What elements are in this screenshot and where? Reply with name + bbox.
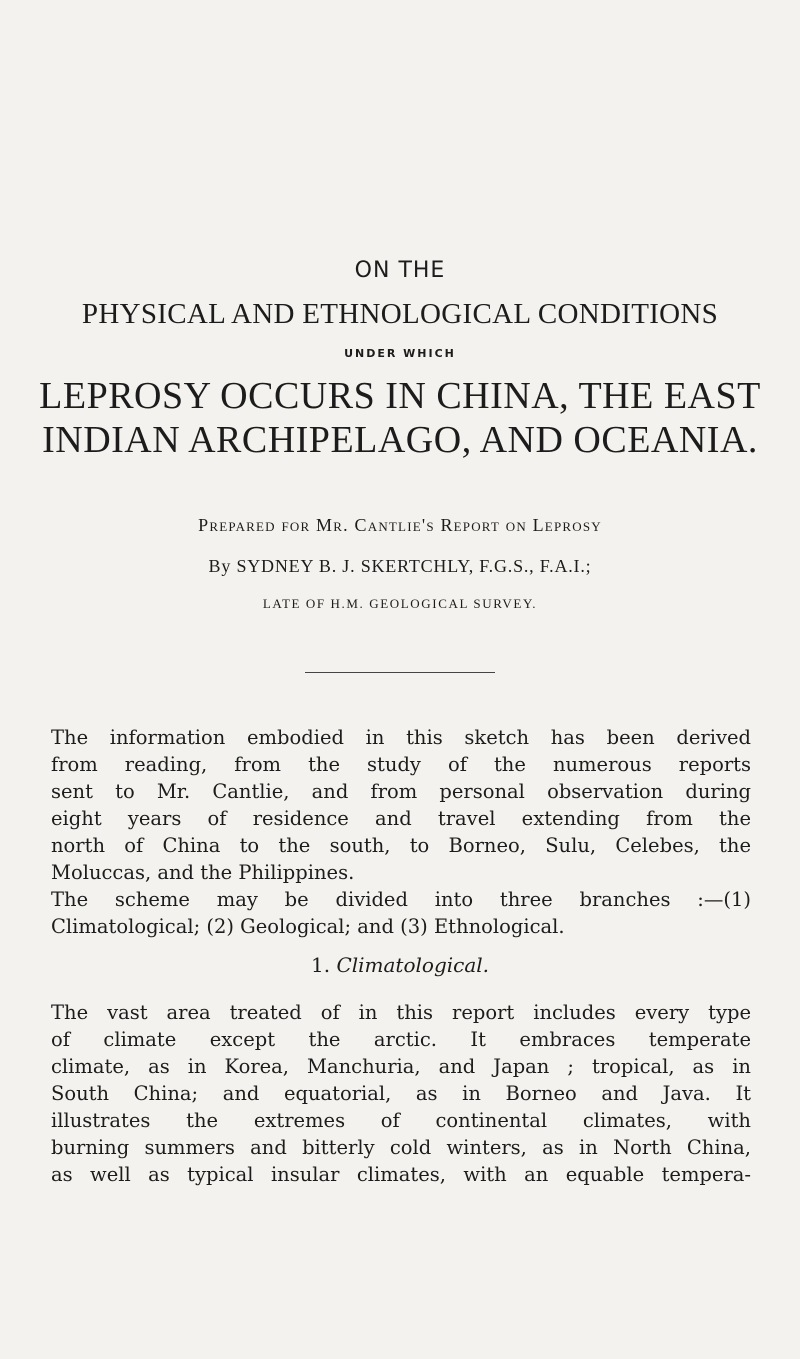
section-number: 1. xyxy=(310,953,331,977)
intro-line: north of China to the south, to Borneo, Sulu, Celebes, the xyxy=(51,834,751,857)
author-affiliation: LATE OF H.M. GEOLOGICAL SURVEY. xyxy=(262,596,538,611)
climate-line: as well as typical insular climates, with an equable tempera- xyxy=(51,1163,751,1186)
scheme-line: Climatological; (2) Geological; and (3) Ethnological. xyxy=(51,915,565,938)
scheme-line: The scheme may be divided into three branches :—(1) xyxy=(51,888,751,911)
climate-line: climate, as in Korea, Manchuria, and Japan ; tropical, as in xyxy=(51,1055,751,1078)
author-byline: By SYDNEY B. J. SKERTCHLY, F.G.S., F.A.I.; xyxy=(208,556,592,576)
scheme-paragraph xyxy=(51,886,751,940)
intro-line: The information embodied in this sketch has been derived xyxy=(51,726,751,749)
heading-under-which: UNDER WHICH xyxy=(344,347,456,360)
divider-rule xyxy=(305,672,495,673)
prepared-for-line: Prepared for Mr. Cantlie's Report on Leprosy xyxy=(198,515,602,535)
section-heading-climatological xyxy=(0,953,800,977)
heading-title-line-2: INDIAN ARCHIPELAGO, AND OCEANIA. xyxy=(42,419,758,461)
climate-line: burning summers and bitterly cold winters, as in North China, xyxy=(51,1136,751,1159)
climate-line: South China; and equatorial, as in Borneo and Java. It xyxy=(51,1082,751,1105)
section-title: Climatological. xyxy=(336,953,490,977)
heading-physical-conditions: PHYSICAL AND ETHNOLOGICAL CONDITIONS xyxy=(81,298,719,330)
intro-line: eight years of residence and travel extending from the xyxy=(51,807,751,830)
intro-paragraph xyxy=(51,724,751,886)
intro-line: sent to Mr. Cantlie, and from personal observation during xyxy=(51,780,751,803)
climate-line: The vast area treated of in this report includes every type xyxy=(51,1001,751,1024)
heading-on-the: ON THE xyxy=(354,258,446,283)
climatological-paragraph xyxy=(51,999,751,1188)
intro-line: from reading, from the study of the numerous reports xyxy=(51,753,751,776)
heading-title-line-1: LEPROSY OCCURS IN CHINA, THE EAST xyxy=(39,375,761,417)
climate-line: illustrates the extremes of continental climates, with xyxy=(51,1109,751,1132)
climate-line: of climate except the arctic. It embraces temperate xyxy=(51,1028,751,1051)
intro-line: Moluccas, and the Philippines. xyxy=(51,861,355,884)
